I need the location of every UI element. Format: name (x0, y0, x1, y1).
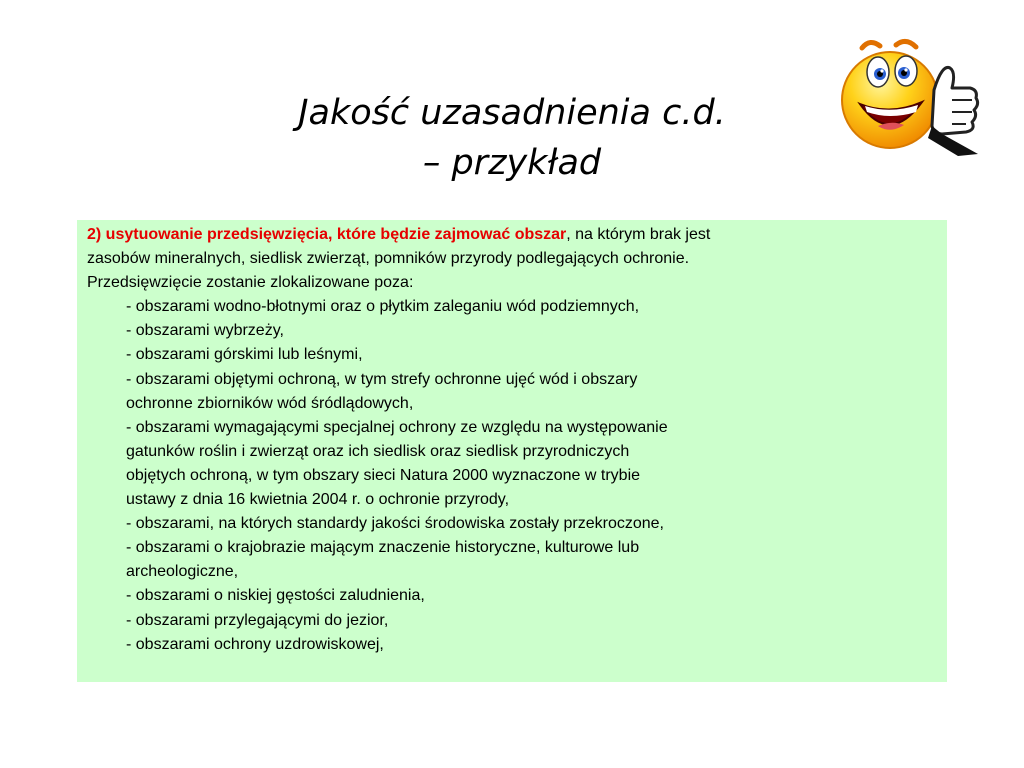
list-item: - obszarami objętymi ochroną, w tym strefy ochronne ujęć wód i obszary (126, 370, 638, 388)
list-item: - obszarami górskimi lub leśnymi, (126, 346, 363, 364)
list-item: archeologiczne, (126, 563, 239, 581)
list-item: - obszarami ochrony uzdrowiskowej, (126, 635, 384, 653)
slide-title-line-1: Jakość uzasadnienia c.d. (298, 93, 726, 133)
list-item: gatunków roślin i zwierząt oraz ich siedlisk oraz siedlisk przyrodniczych (126, 442, 630, 460)
content-heading-line (87, 223, 937, 247)
list-item: ustawy z dnia 16 kwietnia 2004 r. o ochronie przyrody, (126, 491, 510, 509)
content-heading-red: 2) usytuowanie przedsięwzięcia, które będzie zajmować obszar (87, 226, 567, 243)
content-box (77, 220, 947, 682)
list-item: objętych ochroną, w tym obszary sieci Natura 2000 wyznaczone w trybie (126, 466, 641, 484)
slide-title (150, 88, 874, 188)
list-item: - obszarami, na których standardy jakości środowiska zostały przekroczone, (126, 515, 664, 533)
content-line: zasobów mineralnych, siedlisk zwierząt, pomników przyrody podlegających ochronie. (87, 250, 690, 268)
list-item: - obszarami o krajobrazie mającym znaczenie historyczne, kulturowe lub (126, 539, 640, 557)
list-item: - obszarami przylegającymi do jezior, (126, 611, 389, 629)
smiley-thumbs-up-icon (838, 34, 984, 156)
list-item: - obszarami o niskiej gęstości zaludnienia, (126, 587, 425, 605)
list-item: - obszarami wybrzeży, (126, 322, 284, 340)
slide-title-line-2: – przykład (422, 143, 602, 183)
list-item: - obszarami wymagającymi specjalnej ochrony ze względu na występowanie (126, 418, 668, 436)
list-item: - obszarami wodno-błotnymi oraz o płytkim zaleganiu wód podziemnych, (126, 298, 640, 316)
content-line: Przedsięwzięcie zostanie zlokalizowane poza: (87, 274, 414, 292)
content-heading-rest: , na którym brak jest (566, 226, 711, 243)
list-item: ochronne zbiorników wód śródlądowych, (126, 394, 414, 412)
